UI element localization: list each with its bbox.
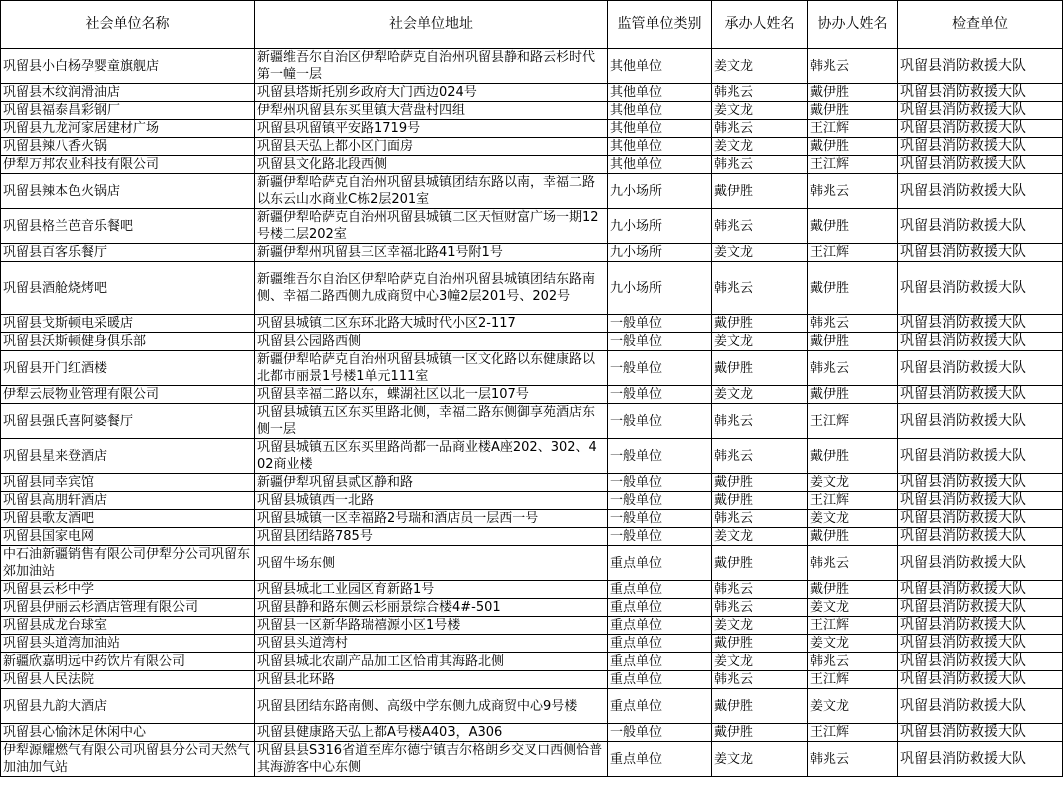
cell-unit-address: 巩留县城镇西一北路 bbox=[255, 492, 608, 510]
cell-inspection-unit: 巩留县消防救援大队 bbox=[898, 351, 1063, 386]
table-row bbox=[1, 599, 1063, 617]
table-row bbox=[1, 742, 1063, 777]
cell-unit-address: 巩留县城北农副产品加工区恰甫其海路北侧 bbox=[255, 653, 608, 671]
cell-category: 重点单位 bbox=[608, 617, 712, 635]
cell-category: 一般单位 bbox=[608, 528, 712, 546]
header-unit-address: 社会单位地址 bbox=[255, 1, 608, 49]
cell-host: 韩兆云 bbox=[712, 671, 808, 689]
cell-host: 戴伊胜 bbox=[712, 724, 808, 742]
cell-inspection-unit: 巩留县消防救援大队 bbox=[898, 617, 1063, 635]
cell-category: 一般单位 bbox=[608, 724, 712, 742]
cell-assistant: 王江辉 bbox=[808, 244, 898, 262]
cell-category: 重点单位 bbox=[608, 689, 712, 724]
cell-assistant: 戴伊胜 bbox=[808, 262, 898, 315]
cell-host: 韩兆云 bbox=[712, 581, 808, 599]
cell-unit-address: 巩留县头道湾村 bbox=[255, 635, 608, 653]
cell-unit-name: 巩留县云杉中学 bbox=[1, 581, 255, 599]
cell-inspection-unit: 巩留县消防救援大队 bbox=[898, 724, 1063, 742]
table-row bbox=[1, 689, 1063, 724]
cell-category: 重点单位 bbox=[608, 581, 712, 599]
cell-category: 重点单位 bbox=[608, 546, 712, 581]
cell-inspection-unit: 巩留县消防救援大队 bbox=[898, 386, 1063, 404]
table-row bbox=[1, 724, 1063, 742]
cell-unit-address: 巩留县巩留镇平安路1719号 bbox=[255, 120, 608, 138]
table-row bbox=[1, 156, 1063, 174]
table-row bbox=[1, 84, 1063, 102]
table-row bbox=[1, 617, 1063, 635]
cell-unit-address: 伊犁州巩留县东买里镇大营盘村四组 bbox=[255, 102, 608, 120]
cell-assistant: 王江辉 bbox=[808, 617, 898, 635]
table-row bbox=[1, 244, 1063, 262]
cell-inspection-unit: 巩留县消防救援大队 bbox=[898, 102, 1063, 120]
cell-unit-name: 巩留县歌友酒吧 bbox=[1, 510, 255, 528]
cell-unit-name: 新疆欣嘉明远中药饮片有限公司 bbox=[1, 653, 255, 671]
cell-host: 姜文龙 bbox=[712, 528, 808, 546]
cell-unit-address: 新疆伊犁哈萨克自治州巩留县城镇团结东路以南，幸福二路以东云山水商业C栋2层201室 bbox=[255, 174, 608, 209]
table-row bbox=[1, 546, 1063, 581]
cell-category: 重点单位 bbox=[608, 635, 712, 653]
cell-category: 一般单位 bbox=[608, 351, 712, 386]
cell-unit-name: 巩留县头道湾加油站 bbox=[1, 635, 255, 653]
cell-host: 戴伊胜 bbox=[712, 492, 808, 510]
cell-unit-address: 巩留县城镇五区东买里路北侧，幸福二路东侧御享苑酒店东侧一层 bbox=[255, 404, 608, 439]
cell-assistant: 戴伊胜 bbox=[808, 138, 898, 156]
cell-host: 姜文龙 bbox=[712, 386, 808, 404]
cell-inspection-unit: 巩留县消防救援大队 bbox=[898, 138, 1063, 156]
cell-assistant: 姜文龙 bbox=[808, 510, 898, 528]
cell-inspection-unit: 巩留县消防救援大队 bbox=[898, 439, 1063, 474]
cell-inspection-unit: 巩留县消防救援大队 bbox=[898, 653, 1063, 671]
table-row bbox=[1, 102, 1063, 120]
cell-unit-name: 巩留县九韵大酒店 bbox=[1, 689, 255, 724]
cell-assistant: 姜文龙 bbox=[808, 599, 898, 617]
cell-assistant: 戴伊胜 bbox=[808, 102, 898, 120]
cell-assistant: 戴伊胜 bbox=[808, 84, 898, 102]
cell-category: 一般单位 bbox=[608, 386, 712, 404]
cell-category: 其他单位 bbox=[608, 138, 712, 156]
cell-unit-address: 巩留县城镇一区幸福路2号瑞和酒店员一层西一号 bbox=[255, 510, 608, 528]
cell-inspection-unit: 巩留县消防救援大队 bbox=[898, 120, 1063, 138]
cell-unit-address: 巩留县天弘上都小区门面房 bbox=[255, 138, 608, 156]
cell-unit-name: 中石油新疆销售有限公司伊犁分公司巩留东郊加油站 bbox=[1, 546, 255, 581]
cell-unit-name: 巩留县国家电网 bbox=[1, 528, 255, 546]
cell-unit-address: 新疆维吾尔自治区伊犁哈萨克自治州巩留县城镇团结东路南侧、幸福二路西侧九成商贸中心3幢2层201号、202号 bbox=[255, 262, 608, 315]
table-row bbox=[1, 262, 1063, 315]
cell-unit-address: 巩留县静和路东侧云杉丽景综合楼4#-501 bbox=[255, 599, 608, 617]
cell-host: 姜文龙 bbox=[712, 49, 808, 84]
cell-inspection-unit: 巩留县消防救援大队 bbox=[898, 581, 1063, 599]
cell-unit-name: 巩留县百客乐餐厅 bbox=[1, 244, 255, 262]
cell-inspection-unit: 巩留县消防救援大队 bbox=[898, 474, 1063, 492]
cell-host: 韩兆云 bbox=[712, 156, 808, 174]
cell-unit-name: 巩留县沃斯顿健身俱乐部 bbox=[1, 333, 255, 351]
table-row bbox=[1, 333, 1063, 351]
cell-assistant: 姜文龙 bbox=[808, 635, 898, 653]
cell-category: 其他单位 bbox=[608, 120, 712, 138]
cell-unit-address: 新疆维吾尔自治区伊犁哈萨克自治州巩留县静和路云杉时代第一幢一层 bbox=[255, 49, 608, 84]
header-row bbox=[1, 1, 1063, 49]
table-row bbox=[1, 528, 1063, 546]
cell-assistant: 姜文龙 bbox=[808, 689, 898, 724]
cell-assistant: 韩兆云 bbox=[808, 742, 898, 777]
cell-unit-name: 巩留县星来登酒店 bbox=[1, 439, 255, 474]
cell-unit-name: 巩留县开门红酒楼 bbox=[1, 351, 255, 386]
cell-inspection-unit: 巩留县消防救援大队 bbox=[898, 209, 1063, 244]
cell-unit-address: 巩留县县S316省道至库尔德宁镇吉尔格朗乡交叉口西侧恰普其海游客中心东侧 bbox=[255, 742, 608, 777]
cell-assistant: 戴伊胜 bbox=[808, 333, 898, 351]
cell-host: 韩兆云 bbox=[712, 404, 808, 439]
cell-assistant: 王江辉 bbox=[808, 671, 898, 689]
cell-host: 戴伊胜 bbox=[712, 174, 808, 209]
cell-unit-name: 巩留县心愉沐足休闲中心 bbox=[1, 724, 255, 742]
cell-inspection-unit: 巩留县消防救援大队 bbox=[898, 671, 1063, 689]
cell-host: 姜文龙 bbox=[712, 653, 808, 671]
cell-assistant: 戴伊胜 bbox=[808, 386, 898, 404]
table-row bbox=[1, 671, 1063, 689]
table-row bbox=[1, 120, 1063, 138]
cell-category: 其他单位 bbox=[608, 84, 712, 102]
cell-category: 重点单位 bbox=[608, 671, 712, 689]
cell-host: 戴伊胜 bbox=[712, 689, 808, 724]
cell-unit-address: 新疆伊犁哈萨克自治州巩留县城镇二区天恒财富广场一期12号楼二层202室 bbox=[255, 209, 608, 244]
table-row bbox=[1, 49, 1063, 84]
cell-host: 韩兆云 bbox=[712, 439, 808, 474]
cell-category: 一般单位 bbox=[608, 510, 712, 528]
cell-inspection-unit: 巩留县消防救援大队 bbox=[898, 174, 1063, 209]
cell-inspection-unit: 巩留县消防救援大队 bbox=[898, 528, 1063, 546]
cell-category: 重点单位 bbox=[608, 599, 712, 617]
table-row bbox=[1, 581, 1063, 599]
cell-assistant: 王江辉 bbox=[808, 724, 898, 742]
cell-category: 一般单位 bbox=[608, 315, 712, 333]
cell-category: 一般单位 bbox=[608, 439, 712, 474]
table-row bbox=[1, 439, 1063, 474]
table-row bbox=[1, 492, 1063, 510]
cell-category: 重点单位 bbox=[608, 653, 712, 671]
cell-inspection-unit: 巩留县消防救援大队 bbox=[898, 742, 1063, 777]
cell-host: 韩兆云 bbox=[712, 120, 808, 138]
header-assistant: 协办人姓名 bbox=[808, 1, 898, 49]
cell-inspection-unit: 巩留县消防救援大队 bbox=[898, 333, 1063, 351]
table-row bbox=[1, 174, 1063, 209]
cell-inspection-unit: 巩留县消防救援大队 bbox=[898, 599, 1063, 617]
cell-unit-address: 巩留县城镇五区东买里路尚都一品商业楼A座202、302、402商业楼 bbox=[255, 439, 608, 474]
cell-assistant: 韩兆云 bbox=[808, 351, 898, 386]
cell-unit-address: 巩留县团结路785号 bbox=[255, 528, 608, 546]
cell-category: 重点单位 bbox=[608, 742, 712, 777]
cell-unit-name: 巩留县戈斯顿电采暖店 bbox=[1, 315, 255, 333]
table-row bbox=[1, 138, 1063, 156]
cell-category: 一般单位 bbox=[608, 492, 712, 510]
cell-inspection-unit: 巩留县消防救援大队 bbox=[898, 510, 1063, 528]
cell-host: 戴伊胜 bbox=[712, 635, 808, 653]
table-row bbox=[1, 351, 1063, 386]
cell-inspection-unit: 巩留县消防救援大队 bbox=[898, 262, 1063, 315]
cell-unit-address: 巩留县北环路 bbox=[255, 671, 608, 689]
cell-unit-name: 伊犁云辰物业管理有限公司 bbox=[1, 386, 255, 404]
cell-category: 其他单位 bbox=[608, 49, 712, 84]
cell-unit-address: 巩留县文化路北段西侧 bbox=[255, 156, 608, 174]
header-inspection-unit: 检查单位 bbox=[898, 1, 1063, 49]
cell-unit-address: 巩留县健康路天弘上都A号楼A403，A306 bbox=[255, 724, 608, 742]
cell-inspection-unit: 巩留县消防救援大队 bbox=[898, 156, 1063, 174]
cell-unit-name: 巩留县福泰昌彩钢厂 bbox=[1, 102, 255, 120]
cell-unit-address: 巩留县公园路西侧 bbox=[255, 333, 608, 351]
cell-unit-name: 巩留县成龙台球室 bbox=[1, 617, 255, 635]
cell-assistant: 王江辉 bbox=[808, 156, 898, 174]
cell-unit-name: 巩留县格兰芭音乐餐吧 bbox=[1, 209, 255, 244]
cell-category: 其他单位 bbox=[608, 156, 712, 174]
cell-inspection-unit: 巩留县消防救援大队 bbox=[898, 635, 1063, 653]
cell-unit-address: 巩留县塔斯托别乡政府大门西边024号 bbox=[255, 84, 608, 102]
cell-unit-name: 巩留县伊丽云杉酒店管理有限公司 bbox=[1, 599, 255, 617]
cell-category: 九小场所 bbox=[608, 209, 712, 244]
table-row bbox=[1, 510, 1063, 528]
cell-category: 一般单位 bbox=[608, 474, 712, 492]
cell-host: 姜文龙 bbox=[712, 244, 808, 262]
cell-host: 韩兆云 bbox=[712, 262, 808, 315]
cell-unit-name: 巩留县人民法院 bbox=[1, 671, 255, 689]
cell-host: 韩兆云 bbox=[712, 84, 808, 102]
cell-unit-address: 新疆伊犁州巩留县三区幸福北路41号附1号 bbox=[255, 244, 608, 262]
table-row bbox=[1, 635, 1063, 653]
cell-unit-address: 巩留县城镇二区东环北路大城时代小区2-117 bbox=[255, 315, 608, 333]
cell-host: 姜文龙 bbox=[712, 617, 808, 635]
cell-host: 姜文龙 bbox=[712, 742, 808, 777]
cell-unit-address: 巩留县一区新华路瑞禧源小区1号楼 bbox=[255, 617, 608, 635]
cell-unit-address: 巩留牛场东侧 bbox=[255, 546, 608, 581]
cell-host: 韩兆云 bbox=[712, 510, 808, 528]
cell-unit-name: 巩留县木纹润滑油店 bbox=[1, 84, 255, 102]
cell-unit-name: 巩留县同幸宾馆 bbox=[1, 474, 255, 492]
header-unit-name: 社会单位名称 bbox=[1, 1, 255, 49]
cell-host: 戴伊胜 bbox=[712, 546, 808, 581]
header-host: 承办人姓名 bbox=[712, 1, 808, 49]
cell-assistant: 韩兆云 bbox=[808, 174, 898, 209]
cell-host: 戴伊胜 bbox=[712, 315, 808, 333]
cell-unit-address: 巩留县团结东路南侧、高级中学东侧九成商贸中心9号楼 bbox=[255, 689, 608, 724]
cell-inspection-unit: 巩留县消防救援大队 bbox=[898, 49, 1063, 84]
cell-category: 九小场所 bbox=[608, 262, 712, 315]
cell-unit-name: 巩留县高朋轩酒店 bbox=[1, 492, 255, 510]
cell-assistant: 韩兆云 bbox=[808, 49, 898, 84]
cell-inspection-unit: 巩留县消防救援大队 bbox=[898, 492, 1063, 510]
table-row bbox=[1, 315, 1063, 333]
header-category: 监管单位类别 bbox=[608, 1, 712, 49]
cell-unit-address: 巩留县幸福二路以东，蝶湖社区以北一层107号 bbox=[255, 386, 608, 404]
cell-assistant: 王江辉 bbox=[808, 120, 898, 138]
cell-assistant: 韩兆云 bbox=[808, 315, 898, 333]
cell-unit-address: 新疆伊犁哈萨克自治州巩留县城镇一区文化路以东健康路以北都市丽景1号楼1单元111室 bbox=[255, 351, 608, 386]
cell-host: 姜文龙 bbox=[712, 333, 808, 351]
cell-inspection-unit: 巩留县消防救援大队 bbox=[898, 84, 1063, 102]
cell-category: 一般单位 bbox=[608, 333, 712, 351]
cell-category: 一般单位 bbox=[608, 404, 712, 439]
cell-host: 戴伊胜 bbox=[712, 351, 808, 386]
cell-unit-name: 巩留县辣八香火锅 bbox=[1, 138, 255, 156]
cell-inspection-unit: 巩留县消防救援大队 bbox=[898, 244, 1063, 262]
cell-category: 九小场所 bbox=[608, 244, 712, 262]
cell-unit-name: 伊犁万邦农业科技有限公司 bbox=[1, 156, 255, 174]
cell-unit-address: 新疆伊犁巩留县贰区静和路 bbox=[255, 474, 608, 492]
cell-host: 姜文龙 bbox=[712, 102, 808, 120]
cell-assistant: 韩兆云 bbox=[808, 546, 898, 581]
cell-assistant: 姜文龙 bbox=[808, 474, 898, 492]
cell-assistant: 王江辉 bbox=[808, 404, 898, 439]
cell-assistant: 韩兆云 bbox=[808, 653, 898, 671]
cell-unit-name: 巩留县辣本色火锅店 bbox=[1, 174, 255, 209]
cell-assistant: 王江辉 bbox=[808, 492, 898, 510]
cell-host: 韩兆云 bbox=[712, 599, 808, 617]
cell-inspection-unit: 巩留县消防救援大队 bbox=[898, 546, 1063, 581]
cell-unit-name: 巩留县小白杨孕婴童旗舰店 bbox=[1, 49, 255, 84]
cell-assistant: 戴伊胜 bbox=[808, 528, 898, 546]
cell-host: 韩兆云 bbox=[712, 209, 808, 244]
table-row bbox=[1, 404, 1063, 439]
cell-host: 姜文龙 bbox=[712, 138, 808, 156]
table-row bbox=[1, 474, 1063, 492]
cell-assistant: 戴伊胜 bbox=[808, 581, 898, 599]
table-row bbox=[1, 653, 1063, 671]
cell-inspection-unit: 巩留县消防救援大队 bbox=[898, 315, 1063, 333]
cell-inspection-unit: 巩留县消防救援大队 bbox=[898, 404, 1063, 439]
cell-unit-name: 巩留县强氏喜阿婆餐厅 bbox=[1, 404, 255, 439]
cell-unit-name: 伊犁源耀燃气有限公司巩留县分公司天然气加油加气站 bbox=[1, 742, 255, 777]
table-row bbox=[1, 209, 1063, 244]
cell-unit-address: 巩留县城北工业园区育新路1号 bbox=[255, 581, 608, 599]
cell-assistant: 戴伊胜 bbox=[808, 209, 898, 244]
cell-unit-name: 巩留县九龙河家居建材广场 bbox=[1, 120, 255, 138]
cell-category: 其他单位 bbox=[608, 102, 712, 120]
cell-assistant: 戴伊胜 bbox=[808, 439, 898, 474]
cell-inspection-unit: 巩留县消防救援大队 bbox=[898, 689, 1063, 724]
table-row bbox=[1, 386, 1063, 404]
cell-category: 九小场所 bbox=[608, 174, 712, 209]
cell-unit-name: 巩留县酒舱烧烤吧 bbox=[1, 262, 255, 315]
cell-host: 戴伊胜 bbox=[712, 474, 808, 492]
